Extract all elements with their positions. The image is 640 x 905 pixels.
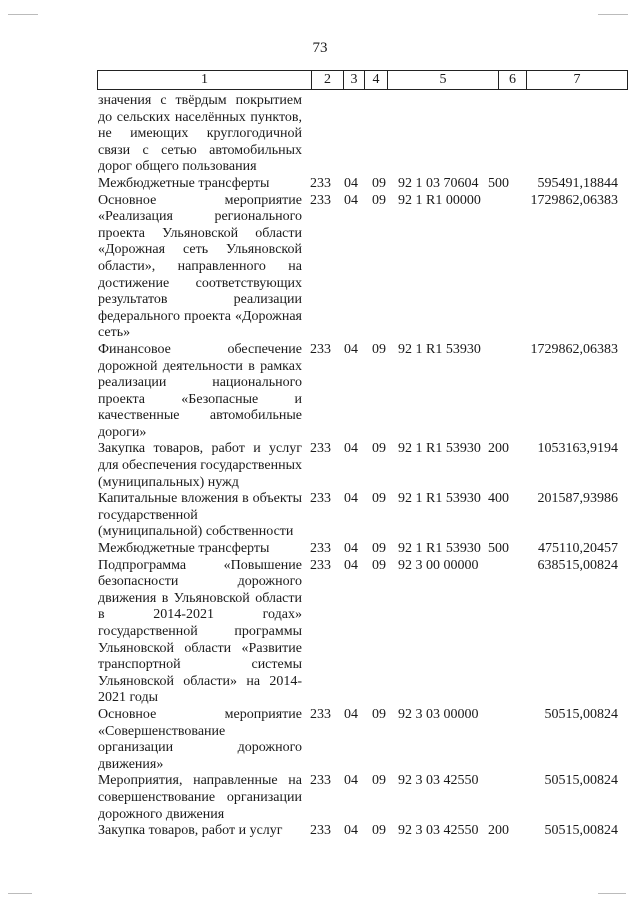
row-code-4: 09 <box>372 706 386 722</box>
row-code-5: 92 1 R1 53930 <box>398 341 481 357</box>
table-row <box>98 193 618 342</box>
row-code-5: 92 1 R1 53930 <box>398 541 481 557</box>
row-code-5: 92 1 03 70604 <box>398 175 479 191</box>
row-name: Мероприятия, направленные на совершенствование организации дорожного движения <box>98 773 302 822</box>
row-name: Закупка товаров, работ и услуг <box>98 823 283 839</box>
row-code-5: 92 3 03 00000 <box>398 706 479 722</box>
row-name: Капитальные вложения в объекты государственной (муниципальной) собственности <box>98 491 302 540</box>
row-code-2: 233 <box>310 175 331 191</box>
row-code-3: 04 <box>344 491 358 507</box>
row-code-2: 233 <box>310 541 331 557</box>
row-code-2: 233 <box>310 491 331 507</box>
row-code-3: 04 <box>344 441 358 457</box>
row-name: Закупка товаров, работ и услуг для обеспечения государственных (муниципальных) нужд <box>98 441 302 490</box>
row-amount: 595491,18844 <box>537 175 618 191</box>
row-code-2: 233 <box>310 773 331 789</box>
table-row <box>98 342 618 442</box>
row-code-5: 92 1 R1 00000 <box>398 192 481 208</box>
table-row <box>98 491 618 541</box>
col-header-2: 2 <box>312 71 344 90</box>
budget-rows <box>98 93 618 840</box>
row-code-5: 92 1 R1 53930 <box>398 441 481 457</box>
table-row <box>98 773 618 823</box>
row-code-5: 92 3 00 00000 <box>398 557 479 573</box>
row-code-6: 400 <box>488 491 509 507</box>
table-row <box>98 823 618 840</box>
row-name: значения с твёрдым покрытием до сельских населённых пунктов, не имеющих круглогодичной связи с сетью автомобильных дорог общего пользования <box>98 93 302 175</box>
table-row <box>98 93 618 176</box>
row-code-6: 500 <box>488 175 509 191</box>
row-code-2: 233 <box>310 192 331 208</box>
row-code-3: 04 <box>344 773 358 789</box>
row-code-2: 233 <box>310 823 331 839</box>
row-name: Межбюджетные трансферты <box>98 175 270 191</box>
row-name: Межбюджетные трансферты <box>98 541 270 557</box>
row-code-2: 233 <box>310 706 331 722</box>
row-code-3: 04 <box>344 557 358 573</box>
row-code-4: 09 <box>372 441 386 457</box>
row-code-3: 04 <box>344 192 358 208</box>
row-amount: 50515,00824 <box>544 823 618 839</box>
row-code-3: 04 <box>344 706 358 722</box>
row-code-2: 233 <box>310 557 331 573</box>
row-code-5: 92 3 03 42550 <box>398 823 479 839</box>
row-code-4: 09 <box>372 341 386 357</box>
row-code-6: 200 <box>488 823 509 839</box>
col-header-7: 7 <box>527 71 628 90</box>
row-code-5: 92 1 R1 53930 <box>398 491 481 507</box>
col-header-5: 5 <box>388 71 499 90</box>
row-code-3: 04 <box>344 175 358 191</box>
col-header-1: 1 <box>98 71 312 90</box>
col-header-3: 3 <box>344 71 365 90</box>
row-code-6: 200 <box>488 441 509 457</box>
row-code-5: 92 3 03 42550 <box>398 773 479 789</box>
row-amount: 1729862,06383 <box>530 341 618 357</box>
row-amount: 1729862,06383 <box>530 192 618 208</box>
row-code-2: 233 <box>310 441 331 457</box>
row-code-4: 09 <box>372 773 386 789</box>
row-code-4: 09 <box>372 491 386 507</box>
table-row <box>98 441 618 491</box>
row-code-3: 04 <box>344 823 358 839</box>
table-row <box>98 707 618 773</box>
row-code-6: 500 <box>488 541 509 557</box>
table-row <box>98 558 618 707</box>
row-code-4: 09 <box>372 823 386 839</box>
page-number: 73 <box>312 40 328 56</box>
row-name: Основное мероприятие «Совершенствование организации дорожного движения» <box>98 706 302 772</box>
row-code-4: 09 <box>372 175 386 191</box>
row-name: Подпрограмма «Повышение безопасности дорожного движения в Ульяновской области в 2014-2021 годах» государственной программы Ульяновской области «Развитие транспортной системы Ульяновской области» на 2014-2021 годы <box>98 557 302 706</box>
table-row <box>98 176 618 193</box>
row-amount: 475110,20457 <box>538 541 618 557</box>
row-amount: 201587,93986 <box>537 491 618 507</box>
row-code-4: 09 <box>372 192 386 208</box>
row-amount: 50515,00824 <box>544 773 618 789</box>
row-name: Финансовое обеспечение дорожной деятельности в рамках реализации национального проекта «Безопасные и качественные автомобильные дороги» <box>98 341 302 440</box>
col-header-4: 4 <box>365 71 388 90</box>
row-code-3: 04 <box>344 341 358 357</box>
row-amount: 638515,00824 <box>537 557 618 573</box>
row-code-4: 09 <box>372 541 386 557</box>
row-name: Основное мероприятие «Реализация регионального проекта Ульяновской области «Дорожная сеть Ульяновской области», направленного на достижение соответствующих результатов реализации федерального проекта «Дорожная сеть» <box>98 192 302 341</box>
row-code-4: 09 <box>372 557 386 573</box>
table-row <box>98 541 618 558</box>
column-header-table <box>97 70 628 90</box>
row-amount: 1053163,9194 <box>537 441 618 457</box>
row-code-3: 04 <box>344 541 358 557</box>
row-amount: 50515,00824 <box>544 706 618 722</box>
row-code-2: 233 <box>310 341 331 357</box>
col-header-6: 6 <box>499 71 527 90</box>
